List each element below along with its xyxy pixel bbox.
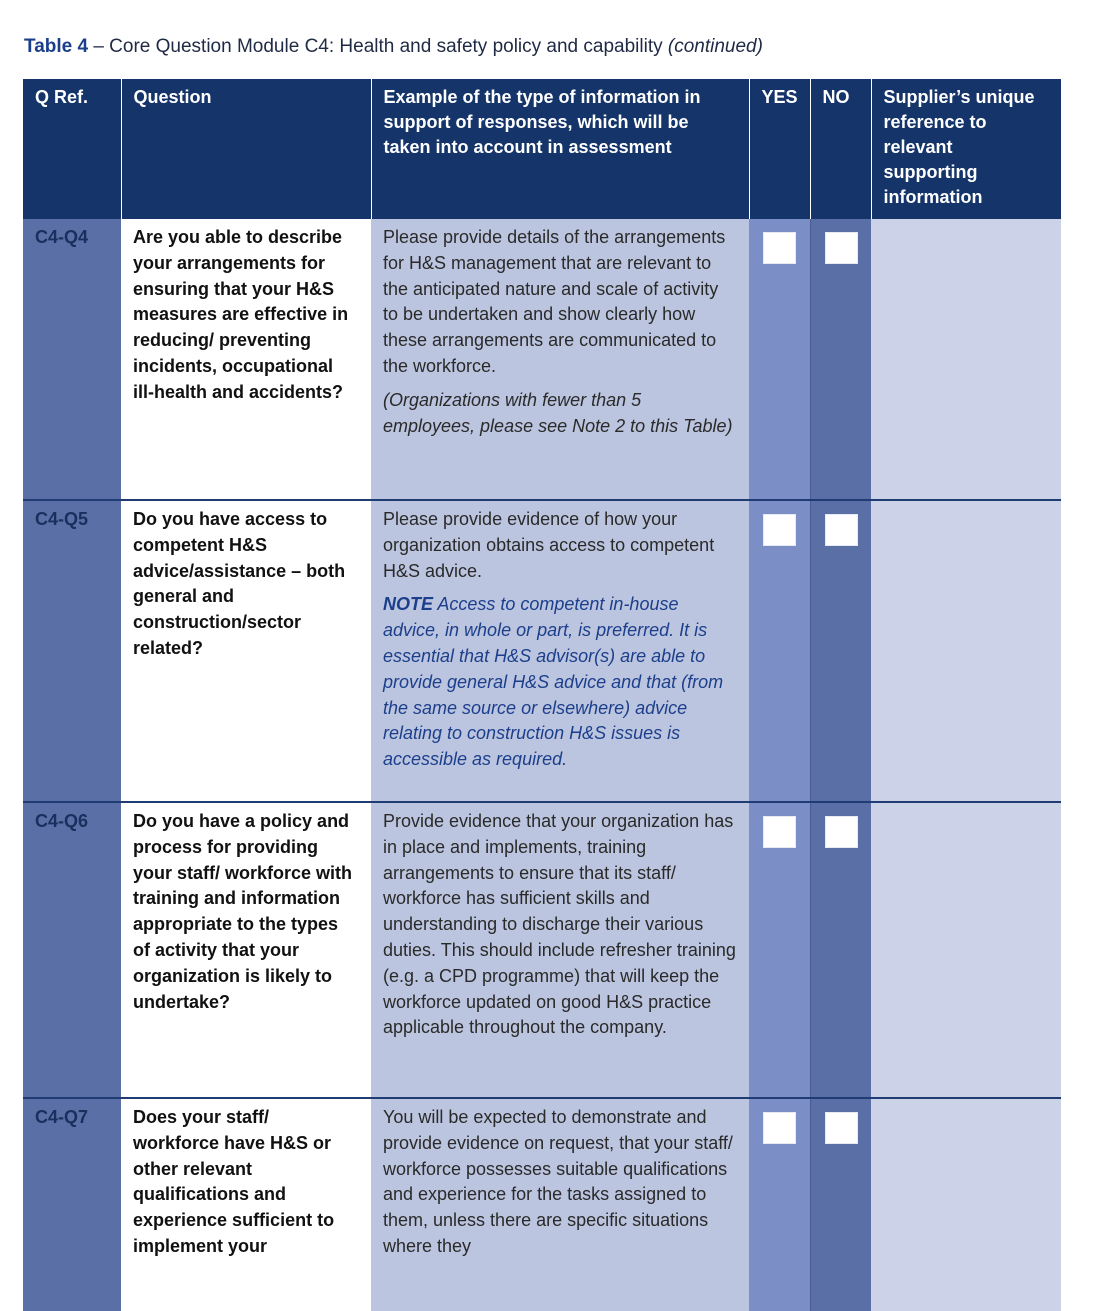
table-row xyxy=(23,1098,1061,1311)
header-question: Question xyxy=(121,79,371,219)
question-ref: C4-Q6 xyxy=(23,802,121,1098)
question-ref: C4-Q5 xyxy=(23,500,121,802)
table-number: Table 4 xyxy=(24,36,89,57)
yes-checkbox[interactable] xyxy=(763,1112,796,1144)
no-cell xyxy=(810,802,871,1098)
example-text: Provide evidence that your organization has in place and implements, training arrangements to ensure that its staff/ workforce has sufficient skills and understanding to discharge their various duties. This should include refresher training (e.g. a CPD programme) that will keep the workforce updated on good H&S practice applicable throughout the company. xyxy=(383,811,736,1038)
question-ref: C4-Q4 xyxy=(23,219,121,500)
question-text: Does your staff/ workforce have H&S or other relevant qualifications and experience sufficient to implement your xyxy=(121,1098,371,1311)
header-ref: Q Ref. xyxy=(23,79,121,219)
example-text: Please provide details of the arrangements for H&S management that are relevant to the anticipated nature and scale of activity to be undertaken and show clearly how these arrangements are communicated to the workforce. xyxy=(383,227,726,376)
question-text: Do you have a policy and process for providing your staff/ workforce with training and information appropriate to the types of activity that your organization is likely to undertake? xyxy=(121,802,371,1098)
example-note xyxy=(383,592,737,773)
supplier-reference-field[interactable] xyxy=(871,219,1061,500)
no-cell xyxy=(810,219,871,500)
header-supplier-ref: Supplier’s unique reference to relevant supporting information xyxy=(871,79,1061,219)
yes-checkbox[interactable] xyxy=(763,816,796,848)
table-title: – Core Question Module C4: Health and safety policy and capability xyxy=(88,36,668,57)
question-ref: C4-Q7 xyxy=(23,1098,121,1311)
header-row xyxy=(23,79,1061,219)
no-checkbox[interactable] xyxy=(825,514,858,546)
no-cell xyxy=(810,1098,871,1311)
header-no: NO xyxy=(810,79,871,219)
example-cell xyxy=(371,1098,749,1311)
supplier-reference-field[interactable] xyxy=(871,500,1061,802)
table-row xyxy=(23,219,1061,500)
no-checkbox[interactable] xyxy=(825,1112,858,1144)
example-text: You will be expected to demonstrate and provide evidence on request, that your staff/ workforce possesses suitable qualifications and experience for the tasks assigned to them, unless there are specific situations where they xyxy=(383,1107,733,1256)
yes-checkbox[interactable] xyxy=(763,514,796,546)
question-text: Do you have access to competent H&S advice/assistance – both general and construction/sector related? xyxy=(121,500,371,802)
continued-label: (continued) xyxy=(667,36,763,57)
note-label: NOTE xyxy=(383,594,434,615)
example-cell xyxy=(371,500,749,802)
yes-cell xyxy=(749,1098,810,1311)
question-text: Are you able to describe your arrangements for ensuring that your H&S measures are effective in reducing/ preventing incidents, occupational ill-health and accidents? xyxy=(121,219,371,500)
example-note: (Organizations with fewer than 5 employees, please see Note 2 to this Table) xyxy=(383,389,733,436)
yes-checkbox[interactable] xyxy=(763,232,796,264)
yes-cell xyxy=(749,500,810,802)
no-checkbox[interactable] xyxy=(825,232,858,264)
table-caption xyxy=(24,36,763,58)
supplier-reference-field[interactable] xyxy=(871,1098,1061,1311)
yes-cell xyxy=(749,219,810,500)
yes-cell xyxy=(749,802,810,1098)
supplier-reference-field[interactable] xyxy=(871,802,1061,1098)
example-cell xyxy=(371,802,749,1098)
example-text: Please provide evidence of how your organization obtains access to competent H&S advice. xyxy=(383,509,715,581)
header-yes: YES xyxy=(749,79,810,219)
question-table xyxy=(23,79,1061,1311)
header-example: Example of the type of information in support of responses, which will be taken into account in assessment xyxy=(371,79,749,219)
table-row xyxy=(23,802,1061,1098)
example-cell xyxy=(371,219,749,500)
no-cell xyxy=(810,500,871,802)
no-checkbox[interactable] xyxy=(825,816,858,848)
table-row xyxy=(23,500,1061,802)
note-text: Access to competent in-house advice, in whole or part, is preferred. It is essential that H&S advisor(s) are able to provide general H&S advice and that (from the same source or elsewhere) advice relating to construction H&S issues is accessible as required. xyxy=(383,594,724,770)
